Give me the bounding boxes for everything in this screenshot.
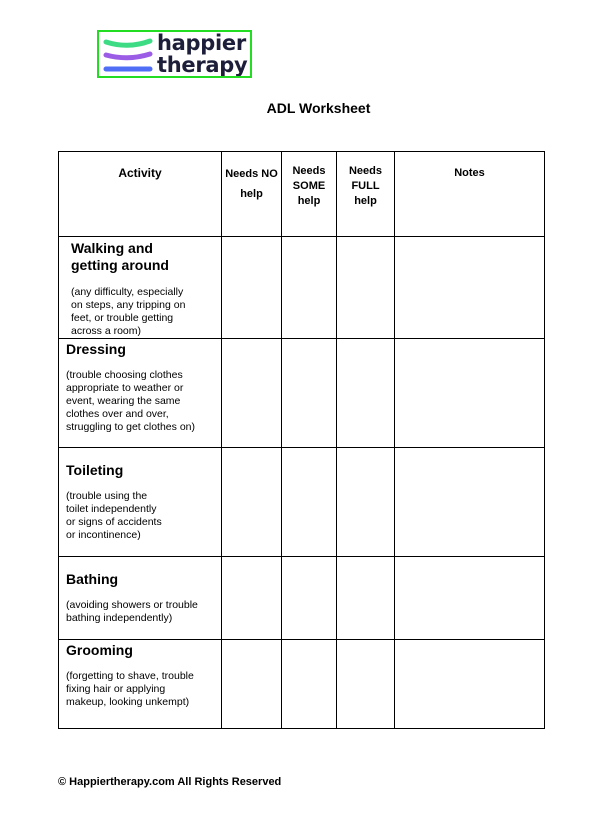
activity-cell (59, 339, 222, 448)
header-needs-some-line-1: Needs (292, 165, 326, 177)
adl-table (58, 151, 545, 729)
needs-some-help-cell[interactable] (282, 557, 337, 640)
header-activity (59, 152, 222, 237)
needs-full-help-cell[interactable] (337, 448, 395, 557)
notes-cell[interactable] (395, 557, 545, 640)
table-row-grooming (59, 640, 545, 729)
activity-description: (avoiding showers or trouble bathing independently) (66, 599, 198, 624)
needs-full-help-cell[interactable] (337, 557, 395, 640)
logo-line-1: happier (157, 31, 246, 55)
needs-no-help-cell[interactable] (222, 557, 282, 640)
needs-no-help-cell[interactable] (222, 640, 282, 729)
activity-name: Walking and getting around (71, 240, 169, 273)
logo-wordmark (157, 32, 247, 76)
activity-description: (any difficulty, especially on steps, any tripping on feet, or trouble getting across a room) (71, 286, 186, 337)
needs-no-help-cell[interactable] (222, 237, 282, 339)
happier-therapy-logo (97, 30, 252, 78)
header-notes-label: Notes (454, 167, 485, 179)
activity-cell (59, 557, 222, 640)
page-title: ADL Worksheet (266, 100, 371, 116)
activity-name: Grooming (66, 642, 133, 658)
header-needs-full-line-2: FULL (351, 180, 380, 192)
activity-description: (trouble choosing clothes appropriate to weather or event, wearing the same clothes over and over, struggling to get clothes on) (66, 369, 195, 433)
header-needs-full-line-3: help (354, 195, 377, 207)
header-needs-some-line-2: SOME (292, 180, 326, 192)
activity-name: Bathing (66, 571, 119, 587)
needs-no-help-cell[interactable] (222, 339, 282, 448)
activity-cell (59, 640, 222, 729)
header-activity-label: Activity (118, 166, 162, 180)
activity-cell (59, 237, 222, 339)
header-needs-full-line-1: Needs (348, 165, 383, 177)
notes-cell[interactable] (395, 640, 545, 729)
header-needs-no-line-2: help (240, 188, 263, 200)
activity-cell (59, 448, 222, 557)
notes-cell[interactable] (395, 448, 545, 557)
needs-full-help-cell[interactable] (337, 339, 395, 448)
activity-description: (trouble using the toilet independently or signs of accidents or incontinence) (66, 490, 162, 541)
activity-name: Dressing (66, 341, 126, 357)
header-needs-no-line-1: Needs NO (225, 168, 278, 180)
logo-line-2: therapy (157, 53, 248, 77)
table-row-dressing (59, 339, 545, 448)
header-notes (395, 152, 545, 237)
needs-some-help-cell[interactable] (282, 237, 337, 339)
needs-full-help-cell[interactable] (337, 237, 395, 339)
header-row (59, 152, 545, 237)
table-row-bathing (59, 557, 545, 640)
header-needs-no-help (222, 152, 282, 237)
logo-waves-icon (103, 35, 153, 75)
notes-cell[interactable] (395, 339, 545, 448)
activity-description: (forgetting to shave, trouble fixing hair or applying makeup, looking unkempt) (66, 670, 194, 708)
needs-full-help-cell[interactable] (337, 640, 395, 729)
needs-some-help-cell[interactable] (282, 448, 337, 557)
table-row-walking (59, 237, 545, 339)
needs-some-help-cell[interactable] (282, 339, 337, 448)
activity-name: Toileting (66, 462, 124, 478)
notes-cell[interactable] (395, 237, 545, 339)
copyright-footer: © Happiertherapy.com All Rights Reserved (58, 776, 282, 788)
table-row-toileting (59, 448, 545, 557)
header-needs-some-line-3: help (297, 195, 321, 207)
header-needs-some-help (282, 152, 337, 237)
needs-some-help-cell[interactable] (282, 640, 337, 729)
needs-no-help-cell[interactable] (222, 448, 282, 557)
header-needs-full-help (337, 152, 395, 237)
